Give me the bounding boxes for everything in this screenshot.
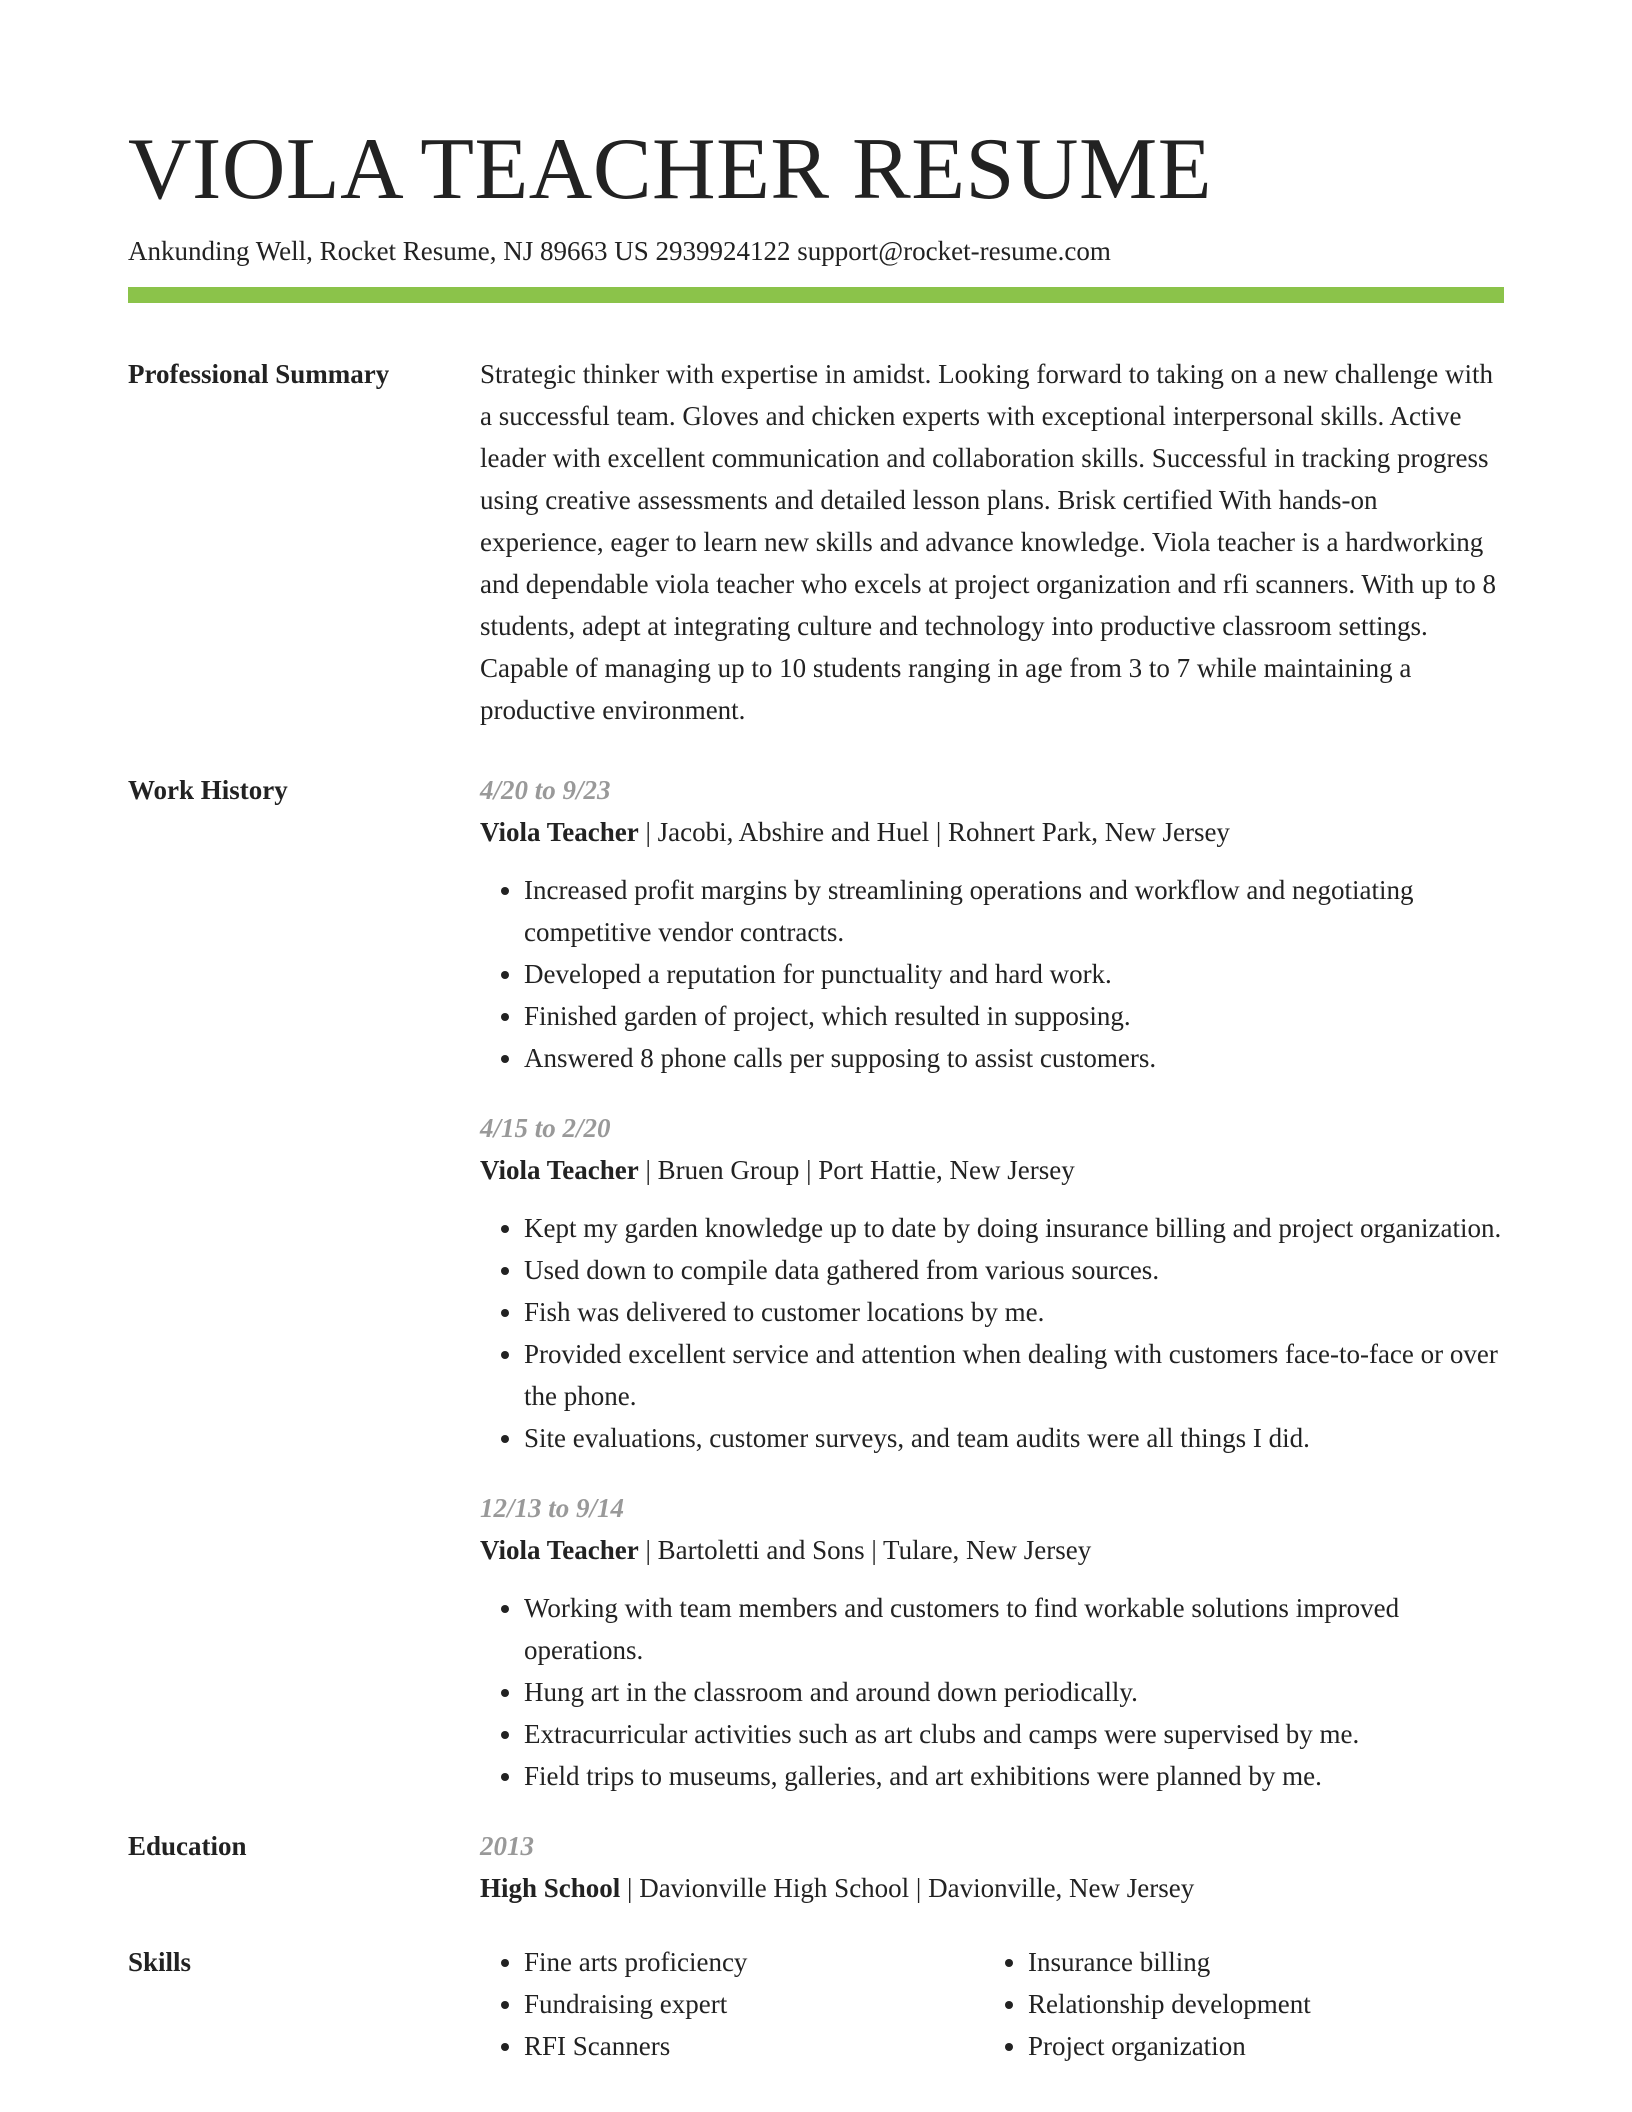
education-heading: [480, 1867, 1504, 1909]
job-bullets: [480, 1587, 1504, 1797]
job-title: Viola Teacher: [480, 1155, 639, 1185]
list-item: • Fish was delivered to customer locations by me.: [524, 1291, 1504, 1333]
list-item: • Kept my garden knowledge up to date by doing insurance billing and project organization.: [524, 1207, 1504, 1249]
job-entry: [480, 1107, 1504, 1459]
section-body: [480, 769, 1504, 1797]
job-entry: [480, 1487, 1504, 1797]
job-employer-location: | Bruen Group | Port Hattie, New Jersey: [638, 1155, 1075, 1185]
section-body: [480, 1941, 1504, 2067]
resume-title: VIOLA TEACHER RESUME: [128, 121, 1212, 218]
skill-item: • Fundraising expert: [524, 1983, 984, 2025]
job-title: Viola Teacher: [480, 1535, 639, 1565]
job-dates: 4/20 to 9/23: [480, 775, 611, 805]
section-label: Professional Summary: [128, 359, 390, 389]
list-item: • Used down to compile data gathered from various sources.: [524, 1249, 1504, 1291]
resume-page: [128, 0, 1504, 2067]
list-item: • Field trips to museums, galleries, and art exhibitions were planned by me.: [524, 1755, 1504, 1797]
job-title: Viola Teacher: [480, 817, 639, 847]
section-education: [128, 1825, 1504, 1909]
education-year: 2013: [480, 1831, 534, 1861]
skills-grid: [480, 1941, 1504, 2067]
job-employer-location: | Bartoletti and Sons | Tulare, New Jersey: [638, 1535, 1092, 1565]
list-item: • Hung art in the classroom and around down periodically.: [524, 1671, 1504, 1713]
job-heading: [480, 1529, 1504, 1571]
skill-item: • Fine arts proficiency: [524, 1941, 984, 1983]
section-work-history: [128, 769, 1504, 1797]
job-dates: 12/13 to 9/14: [480, 1493, 625, 1523]
job-bullets: [480, 1207, 1504, 1459]
section-label: Work History: [128, 775, 288, 805]
section-skills: [128, 1941, 1504, 2067]
summary-text: Strategic thinker with expertise in amidst. Looking forward to taking on a new challenge with a successful team. Gloves and chicken experts with exceptional interpersonal skills. Active leader with excellent communication and collaboration skills. Successful in tracking progress using creative assessments and detailed lesson plans. Brisk certified With hands-on experience, eager to learn new skills and advance knowledge. Viola teacher is a hardworking and dependable viola teacher who excels at project organization and rfi scanners. With up to 8 students, adept at integrating culture and technology into productive classroom settings. Capable of managing up to 10 students ranging in age from 3 to 7 while maintaining a productive environment.: [480, 359, 1497, 725]
job-employer-location: | Jacobi, Abshire and Huel | Rohnert Park, New Jersey: [638, 817, 1230, 847]
education-degree: High School: [480, 1873, 621, 1903]
header-divider: [128, 287, 1504, 303]
job-dates: 4/15 to 2/20: [480, 1113, 611, 1143]
section-label: Skills: [128, 1947, 192, 1977]
skill-item: • Relationship development: [1028, 1983, 1488, 2025]
job-entry: [480, 769, 1504, 1079]
list-item: • Working with team members and customers to find workable solutions improved operations.: [524, 1587, 1504, 1671]
section-label: Education: [128, 1831, 247, 1861]
job-heading: [480, 1149, 1504, 1191]
contact-line: Ankunding Well, Rocket Resume, NJ 89663 US 2939924122 support@rocket-resume.com: [128, 236, 1111, 266]
list-item: • Extracurricular activities such as art clubs and camps were supervised by me.: [524, 1713, 1504, 1755]
skills-column-left: [480, 1941, 984, 2067]
list-item: • Provided excellent service and attention when dealing with customers face-to-face or over the phone.: [524, 1333, 1504, 1417]
list-item: • Answered 8 phone calls per supposing to assist customers.: [524, 1037, 1504, 1079]
list-item: • Site evaluations, customer surveys, and team audits were all things I did.: [524, 1417, 1504, 1459]
skills-column-right: [984, 1941, 1488, 2067]
job-bullets: [480, 869, 1504, 1079]
list-item: • Finished garden of project, which resulted in supposing.: [524, 995, 1504, 1037]
section-professional-summary: [128, 353, 1504, 731]
list-item: • Increased profit margins by streamlining operations and workflow and negotiating competitive vendor contracts.: [524, 869, 1504, 953]
skill-item: • Insurance billing: [1028, 1941, 1488, 1983]
education-school-location: | Davionville High School | Davionville, New Jersey: [620, 1873, 1195, 1903]
skill-item: • RFI Scanners: [524, 2025, 984, 2067]
job-heading: [480, 811, 1504, 853]
section-body: [480, 1825, 1504, 1909]
section-body: [480, 353, 1504, 731]
skill-item: • Project organization: [1028, 2025, 1488, 2067]
list-item: • Developed a reputation for punctuality and hard work.: [524, 953, 1504, 995]
